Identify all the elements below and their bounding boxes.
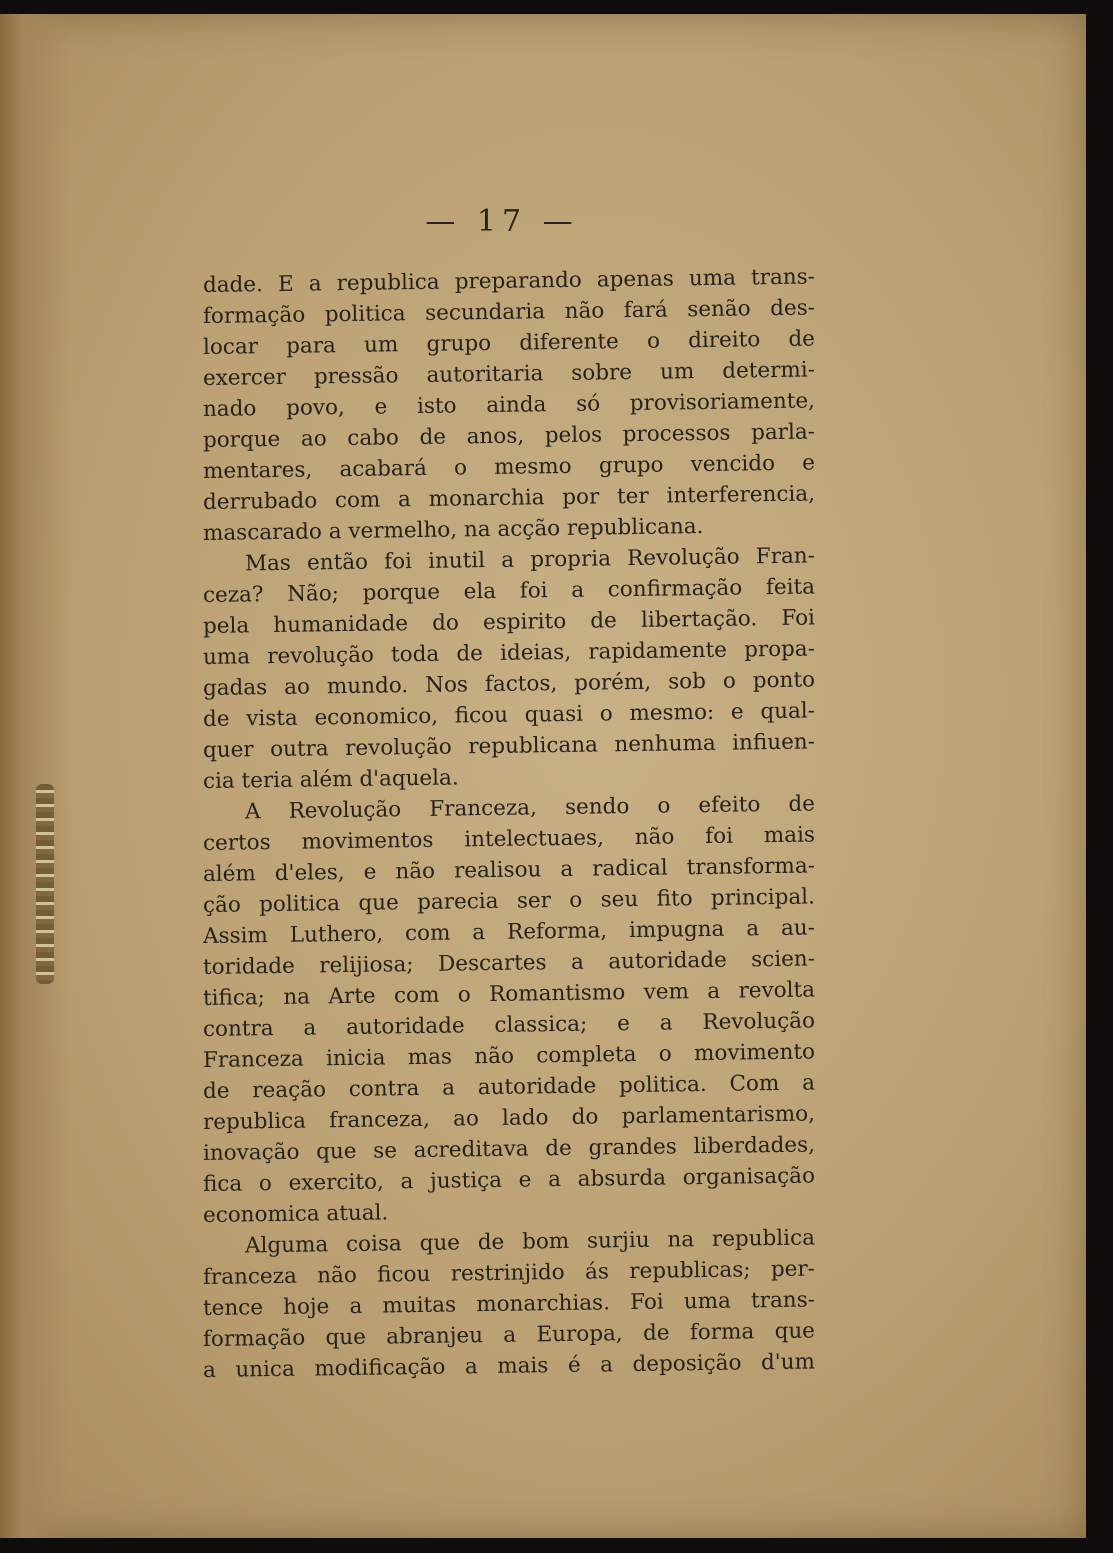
page-binding-edge: [0, 14, 70, 1538]
text-line: tence hoje a muitas monarchias. Foi uma trans-: [202, 1287, 816, 1321]
paragraph: [202, 543, 816, 797]
paragraph: [202, 1225, 816, 1386]
text-line: exercer pressão autoritaria sobre um determi-: [202, 357, 816, 391]
text-line: dade. E a republica preparando apenas uma trans-: [202, 264, 816, 298]
text-line: republica franceza, ao lado do parlamentarismo,: [202, 1101, 816, 1135]
text-line: locar para um grupo diferente o direito de: [202, 326, 816, 360]
text-line: Assim Luthero, com a Reforma, impugna a au-: [202, 915, 816, 949]
text-line: gadas ao mundo. Nos factos, porém, sob o ponto: [202, 667, 816, 701]
text-line: cia teria além d'aquela.: [202, 765, 459, 794]
text-line: formação que abranjeu a Europa, de forma que: [202, 1318, 816, 1352]
text-line: contra a autoridade classica; e a Revolução: [202, 1008, 816, 1042]
text-line: quer outra revolução republicana nenhuma infiuen-: [202, 729, 816, 763]
paragraph: [202, 264, 816, 549]
text-line: mascarado a vermelho, na acção republicana.: [202, 514, 704, 546]
text-line: além d'eles, e não realisou a radical transforma-: [202, 853, 816, 887]
text-line: A Revolução Franceza, sendo o efeito de: [244, 791, 816, 825]
text-line: franceza não ficou restrinjido ás republicas; per-: [202, 1256, 816, 1290]
text-line: nado povo, e isto ainda só provisoriamente,: [202, 388, 816, 422]
text-line: formação politica secundaria não fará senão des-: [202, 295, 816, 329]
text-line: derrubado com a monarchia por ter interferencia,: [202, 481, 816, 515]
text-line: toridade relijiosa; Descartes a autoridade scien-: [202, 946, 816, 980]
binding-stitch: [36, 784, 54, 984]
text-line: ceza? Não; porque ela foi a confirmação feita: [202, 574, 816, 608]
body-text: [202, 264, 816, 1386]
book-page: [0, 14, 1086, 1538]
text-line: economica atual.: [202, 1200, 389, 1228]
text-line: Franceza inicia mas não completa o movimento: [202, 1039, 816, 1073]
text-line: de reação contra a autoridade politica. Com a: [202, 1070, 816, 1104]
text-line: certos movimentos intelectuaes, não foi mais: [202, 822, 816, 856]
text-line: mentares, acabará o mesmo grupo vencido e: [202, 450, 816, 484]
paragraph: [202, 791, 816, 1231]
text-line: tifica; na Arte com o Romantismo vem a revolta: [202, 977, 816, 1011]
text-line: Mas então foi inutil a propria Revolução Fran-: [244, 543, 816, 577]
text-line: pela humanidade do espirito de libertação. Foi: [202, 605, 816, 639]
page-number: — 17 —: [425, 204, 579, 239]
text-line: Alguma coisa que de bom surjiu na republica: [244, 1225, 816, 1259]
text-line: porque ao cabo de anos, pelos processos parla-: [202, 419, 816, 453]
text-line: ção politica que parecia ser o seu fito principal.: [202, 884, 816, 918]
text-line: fica o exercito, a justiça e a absurda organisação: [202, 1163, 816, 1197]
text-line: uma revolução toda de ideias, rapidamente propa-: [202, 636, 816, 670]
text-line: a unica modificação a mais é a deposição d'um: [202, 1349, 816, 1383]
text-line: inovação que se acreditava de grandes liberdades,: [202, 1132, 816, 1166]
text-line: de vista economico, ficou quasi o mesmo: e qual-: [202, 698, 816, 732]
